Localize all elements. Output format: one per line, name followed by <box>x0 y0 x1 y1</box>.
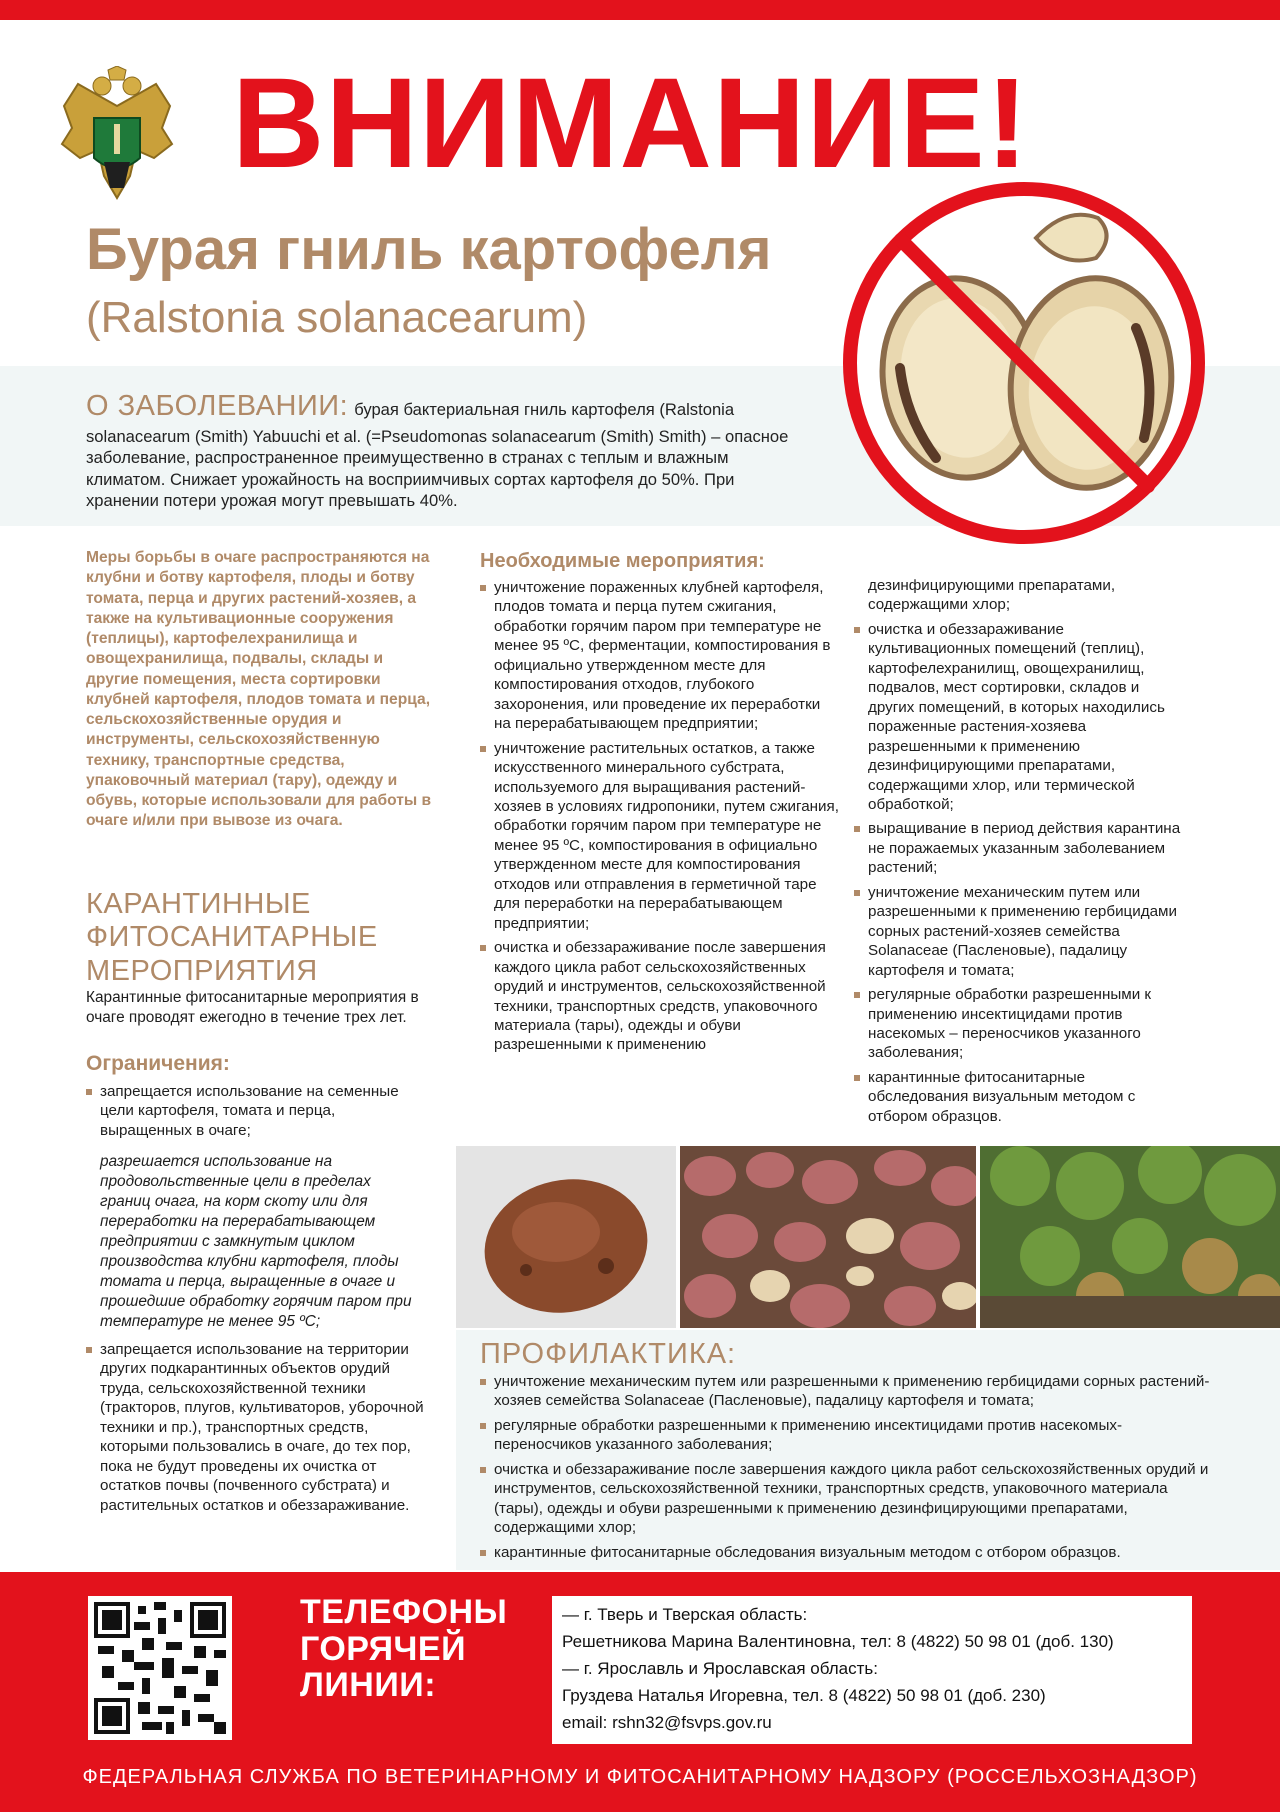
eagle-emblem-icon <box>58 66 176 204</box>
infected-tuber-photo <box>456 1146 676 1328</box>
hotline-line: ГОРЯЧЕЙ <box>300 1629 467 1668</box>
contact2-person[interactable]: Груздева Наталья Игоревна, тел. 8 (4822) 50 98 01 (доб. 230) <box>562 1686 1046 1706</box>
disease-latin-name: (Ralstonia solanacearum) <box>86 293 588 342</box>
contact-email[interactable]: email: rshn32@fsvps.gov.ru <box>562 1713 772 1733</box>
prevention-list <box>480 1372 1210 1567</box>
attention-heading: ВНИМАНИЕ! <box>232 52 1030 195</box>
contacts-box <box>552 1596 1192 1744</box>
list-item: уничтожение механическим путем или разрешенными к применению гербицидами сорных растений-хозяев семейства Solanaceae (Пасленовые), падалицу картофеля и томата; <box>480 1372 1210 1411</box>
list-item: очистка и обеззараживание после завершения каждого цикла работ сельскохозяйственных орудий и инструментов, сельскохозяйственной техники, транспортных средств, упаковочного материала (тары), одежды и обуви разрешенными к применению <box>480 938 840 1055</box>
contact1-person[interactable]: Решетникова Марина Валентиновна, тел: 8 (4822) 50 98 01 (доб. 130) <box>562 1632 1114 1652</box>
list-item: уничтожение пораженных клубней картофеля, плодов томата и перца путем сжигания, обработки горячим паром при температуре не менее 95 ºС, ферментации, компостирования в официально утвержденном месте для компостирования отходов, глубокого захоронения, или проведение их переработки на перерабатывающем предприятии; <box>480 578 840 734</box>
hotline-line: ЛИНИИ: <box>300 1666 437 1705</box>
rotting-potatoes-pile-photo <box>680 1146 976 1328</box>
list-item: карантинные фитосанитарные обследования визуальным методом с отбором образцов. <box>854 1068 1184 1126</box>
list-item: регулярные обработки разрешенными к применению инсектицидами против насекомых – переносчиков указанного заболевания; <box>854 985 1184 1063</box>
needed-list-col3 <box>854 576 1184 1131</box>
prohibited-potato-image <box>826 178 1222 548</box>
limits-list-2 <box>86 1340 436 1520</box>
hotline-heading <box>300 1594 507 1704</box>
contact1-region: — г. Тверь и Тверская область: <box>562 1605 808 1624</box>
needed-list-col2 <box>480 578 840 1060</box>
list-item: уничтожение растительных остатков, а также искусственного минерального субстрата, используемого для выращивания растений-хозяев в условиях гидропоники, путем сжигания, обработки горячим паром при температуре не менее 95 ºС, компостирования в официально утвержденном месте для компостирования отходов или отправления в герметичной таре для переработки на перерабатывающем предприятии; <box>480 739 840 934</box>
list-item: выращивание в период действия карантина не поражаемых указанным заболеванием растений; <box>854 819 1184 877</box>
measures-intro: Меры борьбы в очаге распространяются на клубни и ботву картофеля, плоды и ботву томата, перца и других растений-хозяев, а также на культивационные сооружения (теплицы), картофелехранилища и овощехранилища, подвалы, склады и другие помещения, места сортировки клубней картофеля, плодов томата и перца, сельскохозяйственные орудия и инструменты, сельскохозяйственную технику, транспортные средства, упаковочный материал (тару), одежду и обувь, которые использовали для работы в очаге и/или при вывозе из очага. <box>86 549 432 830</box>
prevention-heading: ПРОФИЛАКТИКА: <box>480 1338 737 1370</box>
list-item: очистка и обеззараживание после завершения каждого цикла работ сельскохозяйственных орудий и инструментов, сельскохозяйственной техники, транспортных средств, упаковочного материала (тары), одежды и обуви разрешенными к применению дезинфицирующими препаратами, содержащими хлор; <box>480 1460 1210 1538</box>
list-item: карантинные фитосанитарные обследования визуальным методом с отбором образцов. <box>480 1543 1210 1562</box>
hotline-line: ТЕЛЕФОНЫ <box>300 1593 508 1631</box>
wilting-plants-photo <box>980 1146 1280 1328</box>
list-item: запрещается использование на территории других подкарантинных объектов орудий труда, сельскохозяйственной техники (тракторов, плугов, культиваторов, уборочной техники и пр.), транспортных средств, которыми пользовались в очаге, до тех пор, пока не будут проведены их очистка от остатков почвы (почвенного субстрата) и растительных остатков и обеззараживание. <box>86 1340 436 1515</box>
list-item-continuation: дезинфицирующими препаратами, содержащими хлор; <box>868 577 1116 614</box>
limits-list-1 <box>86 1082 426 1145</box>
list-item: запрещается использование на семенные цели картофеля, томата и перца, выращенных в очаге; <box>86 1082 426 1140</box>
list-item: уничтожение механическим путем или разрешенными к применению гербицидами сорных растений-хозяев семейства Solanaceae (Пасленовые), падалицу картофеля и томата; <box>854 883 1184 980</box>
top-red-bar <box>0 0 1280 20</box>
limits-heading: Ограничения: <box>86 1052 230 1075</box>
list-item: очистка и обеззараживание культивационных помещений (теплиц), картофелехранилищ, овощехранилищ, подвалов, мест сортировки, складов и других помещений, в которых находились пораженные растения-хозяева разрешенными к применению дезинфицирующими препаратами, содержащими хлор, или термической обработкой; <box>854 620 1184 815</box>
about-text: бурая бактериальная гниль картофеля (Ralstonia solanacearum (Smith) Yabuuchi et al. (=Pseudomonas solanacearum (Smith) Smith) – опасное заболевание, распространенное преимущественно в странах с теплым и влажным климатом. Снижает урожайность на восприимчивых сортах картофеля до 50%. При хранении потери урожая могут превышать 40%. <box>86 400 789 511</box>
quarantine-text: Карантинные фитосанитарные мероприятия в очаге проводят ежегодно в течение трех лет. <box>86 989 419 1027</box>
agency-name: ФЕДЕРАЛЬНАЯ СЛУЖБА ПО ВЕТЕРИНАРНОМУ И ФИТОСАНИТАРНОМУ НАДЗОРУ (РОССЕЛЬХОЗНАДЗОР) <box>82 1766 1198 1788</box>
limits-allowed: разрешается использование на продовольственные цели в пределах границ очага, на корм скоту или для переработки на перерабатывающем предприятии с замкнутым циклом производства клубни картофеля, плоды томата и перца, выращенные в очаге и прошедшие обработку горячим паром при температуре не менее 95 ºС; <box>100 1153 412 1331</box>
needed-heading: Необходимые мероприятия: <box>480 550 765 572</box>
about-section <box>86 388 806 512</box>
about-heading: О ЗАБОЛЕВАНИИ: <box>86 390 349 422</box>
quarantine-heading: КАРАНТИННЫЕ ФИТОСАНИТАРНЫЕ МЕРОПРИЯТИЯ <box>86 888 378 987</box>
contact2-region: — г. Ярославль и Ярославская область: <box>562 1659 878 1679</box>
qr-code-icon[interactable] <box>88 1596 232 1740</box>
list-item: регулярные обработки разрешенными к применению инсектицидами против насекомых-переносчиков указанного заболевания; <box>480 1416 1210 1455</box>
disease-title: Бурая гниль картофеля <box>86 217 772 282</box>
